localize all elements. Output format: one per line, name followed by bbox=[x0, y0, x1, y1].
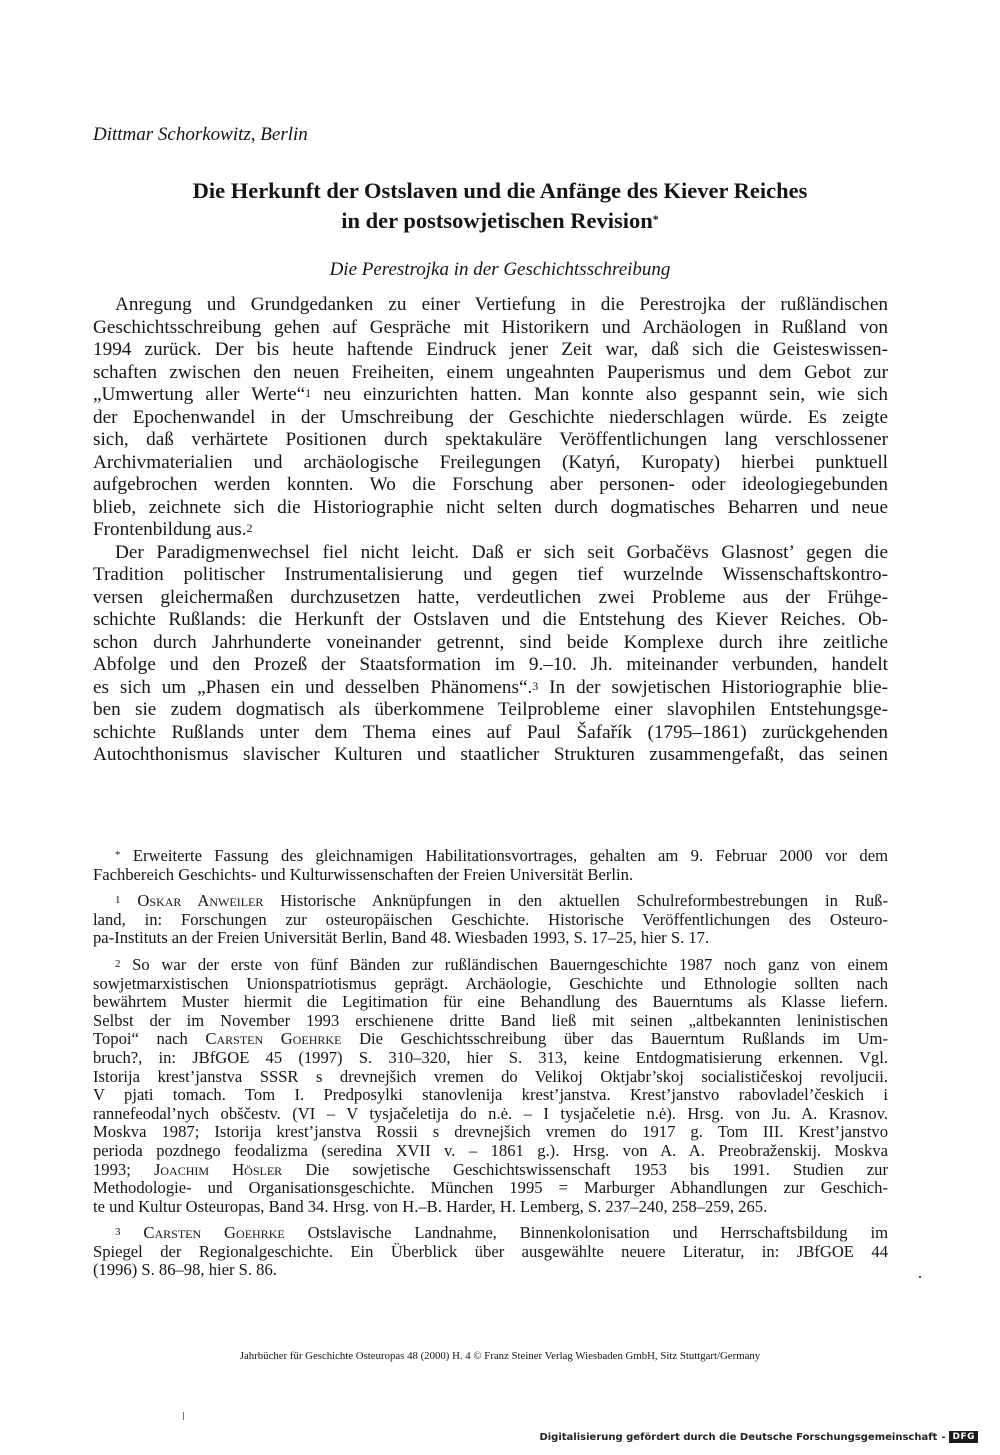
footnote-line: perioda pozdnego feodalizma (seredina XVII v. – 1861 g.). Hrsg. von A. A. Preobraženskij. Moskva bbox=[93, 1140, 888, 1160]
body-line: der Epochenwandel in der Umschreibung der Geschichte niederschlagen würde. Es zeigte bbox=[93, 406, 888, 428]
body-line: 1994 zurück. Der bis heute haftende Eindruck jener Zeit war, daß sich die Geisteswissen- bbox=[93, 339, 888, 360]
footnote-2 bbox=[93, 956, 888, 1216]
body-line: Frontenbildung aus.$^2$ bbox=[93, 519, 253, 540]
body-line: Abfolge und den Prozeß der Staatsformation im 9.–10. Jh. miteinander verbunden, handelt bbox=[93, 654, 888, 675]
footnote-line: $^2$ So war der erste von fünf Bänden zur rußländischen Bauerngeschichte 1987 noch ganz von einem bbox=[115, 954, 888, 974]
body-line: „Umwertung aller Werte“$^1$ neu einzurichten hatten. Man konnte also gespannt sein, wie sich bbox=[93, 384, 888, 405]
footnote-line: V pjati tomach. Tom I. Predposylki stanovlenija krest’janstva. Krest’janstvo rabovladel’českich i bbox=[93, 1085, 888, 1105]
footnote-1 bbox=[93, 892, 888, 948]
dfg-logo: DFG bbox=[949, 1431, 978, 1443]
body-line: ben sie zudem dogmatisch als überkommene Teilprobleme einer slavophilen Entstehungsge- bbox=[93, 699, 888, 720]
footnote-3 bbox=[93, 1224, 888, 1280]
footnote-line: (1996) S. 86–98, hier S. 86. bbox=[93, 1260, 277, 1280]
footnote-ref-1: 1 bbox=[305, 386, 312, 400]
footnote-ref-3: 3 bbox=[532, 678, 539, 693]
footnote-line: sowjetmarxistischen Unionspatriotismus geprägt. Archäologie, Geschichte und Ethnologie sollten nach bbox=[93, 973, 888, 993]
body-line: es sich um „Phasen ein und desselben Phänomens“.$^3$ In der sowjetischen Historiographie blie- bbox=[93, 676, 889, 698]
footnote-line: rannefeodal’nych obščestv. (VI – V tysjačeletija do n.ė. – I tysjačeletie n.ė). Hrsg. von Ju. A. Krasnov. bbox=[93, 1103, 888, 1123]
body-line: blieb, zeichnete sich die Historiographie nicht selten durch dogmatisches Beharren und neue bbox=[93, 496, 888, 518]
body-line: Autochthonismus slavischer Kulturen und staatlicher Strukturen zusammengefaßt, das seinen bbox=[93, 744, 888, 765]
author-name: Carsten Goehrke bbox=[205, 1029, 342, 1049]
footnote-line: Moskva 1987; Istorija krest’janstva Rossii s drevnejšich vremen do 1917 g. Tom III. Krest’janstvo bbox=[93, 1122, 888, 1142]
footnote-line: $^1$ Oskar Anweiler Historische Anknüpfungen in den aktuellen Schulreformbestrebungen in Ruß- bbox=[115, 891, 888, 911]
footnote-star bbox=[93, 847, 888, 884]
article-title bbox=[100, 176, 900, 236]
body-line: Tradition politischer Instrumentalisierung und gegen tief wurzelnde Wissenschaftskontro- bbox=[93, 564, 888, 585]
body-line: schon durch Jahrhunderte voneinander getrennt, sind beide Komplexe durch ihre zeitliche bbox=[93, 631, 888, 653]
body-line: Der Paradigmenwechsel fiel nicht leicht. Daß er sich seit Gorbačëvs Glasnost’ gegen die bbox=[115, 541, 888, 563]
section-heading: Die Perestrojka in der Geschichtsschreibung bbox=[329, 259, 671, 280]
footnote-line: Topoi“ nach Carsten Goehrke Die Geschichtsschreibung über das Bauerntum Rußlands im Um- bbox=[93, 1029, 888, 1049]
footnote-line: Methodologie- und Organisationsgeschichte. München 1995 = Marburger Abhandlungen zur Geschich- bbox=[93, 1178, 888, 1198]
footnote-line: Istorija krest’janstva SSSR s drevnejšich vremen do Velikoj Oktjabr’skoj socialističeskoj revoljucii. bbox=[93, 1066, 888, 1086]
footnote-line: bewährtem Muster hiermit die Legitimation für eine Behandlung des Bauerntums als Klasse liefern. bbox=[93, 992, 888, 1012]
body-line: sich, daß verhärtete Positionen durch spektakuläre Veröffentlichungen lang verschlossener bbox=[93, 429, 888, 450]
body-line: schaften zwischen den neuen Freiheiten, einem ungeahnten Pauperismus und dem Gebot zur bbox=[93, 361, 888, 383]
footnote-line: Selbst der im November 1993 erschienene dritte Band ließ mit seinen „altbekannten leninistischen bbox=[93, 1010, 888, 1030]
scan-mark bbox=[183, 1412, 184, 1420]
body-line: Geschichtsschreibung gehen auf Gespräche mit Historikern und Archäologen in Rußland von bbox=[93, 316, 888, 338]
author-line: Dittmar Schorkowitz, Berlin bbox=[93, 124, 308, 145]
author-name: Oskar Anweiler bbox=[137, 891, 264, 911]
journal-imprint: Jahrbücher für Geschichte Osteuropas 48 (2000) H. 4 © Franz Steiner Verlag Wiesbaden GmbH, Sitz Stuttgart/Germany bbox=[239, 1350, 761, 1362]
footer-separator: - bbox=[941, 1431, 946, 1443]
footnote-line: 1993; Joachim Hösler Die sowjetische Geschichtswissenschaft 1953 bis 1991. Studien zur bbox=[93, 1159, 888, 1179]
title-footnote-marker: * bbox=[652, 212, 659, 226]
footnote-line: bruch?, in: JBfGOE 45 (1997) S. 310–320, hier S. 313, keine Entdogmatisierung erkennen. Vgl. bbox=[93, 1047, 888, 1067]
footnote-line: te und Kultur Osteuropas, Band 34. Hrsg. von H.–B. Harder, H. Lemberg, S. 237–240, 258–259, 265. bbox=[93, 1196, 768, 1216]
footnotes bbox=[93, 847, 888, 1288]
footnote-line: $^3$ Carsten Goehrke Ostslavische Landnahme, Binnenkolonisation und Herrschaftsbildung im bbox=[115, 1223, 888, 1243]
footnote-line: * Erweiterte Fassung des gleichnamigen Habilitationsvortrages, gehalten am 9. Februar 2000 vor dem bbox=[115, 846, 888, 865]
body-line: aufgebrochen werden konnten. Wo die Forschung aber personen- oder ideologiegebunden bbox=[93, 474, 888, 495]
footnote-line: Spiegel der Regionalgeschichte. Ein Überblick über ausgewählte neuere Literatur, in: JBfGOE 44 bbox=[93, 1241, 888, 1261]
body-line: schichte Rußlands: die Herkunft der Ostslaven und die Entstehung des Kiever Reiches. Ob- bbox=[93, 609, 888, 630]
author-name: Joachim Hösler bbox=[153, 1159, 283, 1179]
footnote-line: pa-Instituts an der Freien Universität Berlin, Band 48. Wiesbaden 1993, S. 17–25, hier S. 17. bbox=[93, 928, 710, 948]
footnote-line: Fachbereich Geschichts- und Kulturwissenschaften der Freien Universität Berlin. bbox=[93, 864, 634, 884]
author-name: Carsten Goehrke bbox=[143, 1223, 285, 1243]
body-line: Archivmaterialien und archäologische Freilegungen (Katyń, Kuropaty) hierbei punktuell bbox=[93, 451, 888, 473]
footnote-ref-2: 2 bbox=[246, 521, 253, 535]
body-line: versen gleichermaßen durchzusetzen hatte, verdeutlichen zwei Probleme aus der Frühge- bbox=[93, 586, 888, 608]
digitization-footer bbox=[539, 1431, 978, 1443]
footnote-line: land, in: Forschungen zur osteuropäischen Geschichte. Historische Veröffentlichungen des Osteuro- bbox=[93, 909, 888, 929]
body-line: Anregung und Grundgedanken zu einer Vertiefung in die Perestrojka der rußländischen bbox=[115, 294, 888, 315]
footer-text: Digitalisierung gefördert durch die Deutsche Forschungsgemeinschaft bbox=[539, 1431, 938, 1443]
title-line-2: in der postsowjetischen Revision* bbox=[341, 208, 659, 233]
body-text bbox=[93, 294, 888, 767]
body-line: schichte Rußlands unter dem Thema eines auf Paul Šafařík (1795–1861) zurückgehenden bbox=[93, 721, 888, 743]
title-line-1: Die Herkunft der Ostslaven und die Anfänge des Kiever Reiches bbox=[192, 178, 808, 203]
scan-speck bbox=[919, 1276, 921, 1278]
